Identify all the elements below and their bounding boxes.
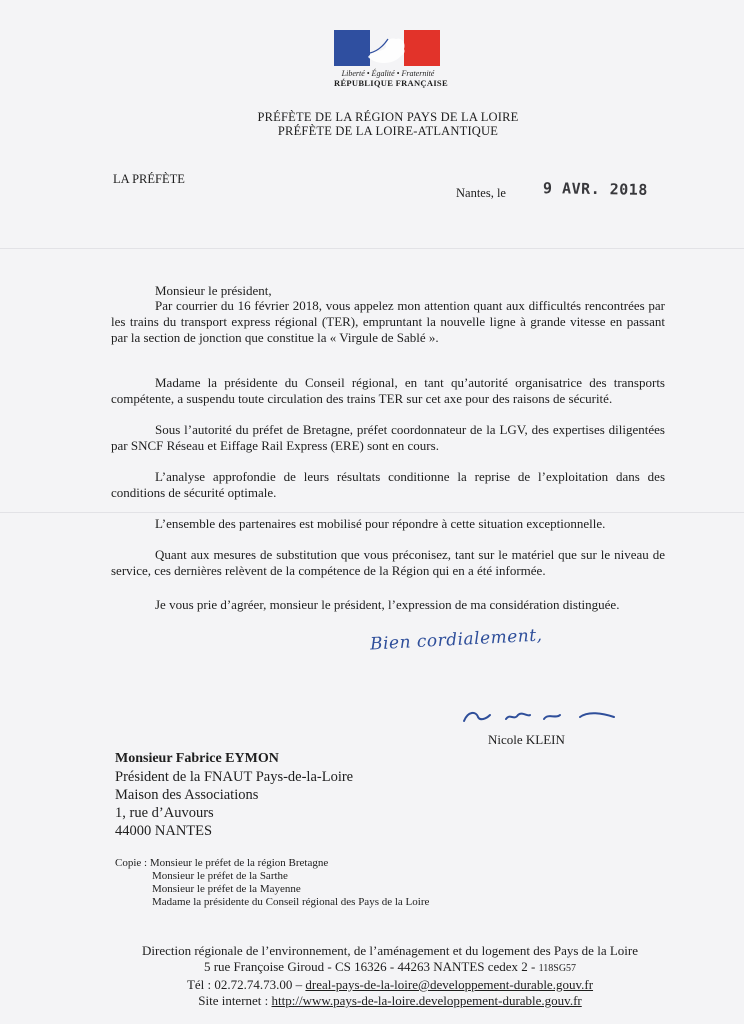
- marianne-logo: [334, 30, 448, 88]
- signatory-name: Nicole KLEIN: [488, 732, 565, 747]
- body-paragraph: Quant aux mesures de substitution que vous préconisez, tant sur le matériel que sur le niveau de service, ces dernières relèvent de la compétence de la Région qui en a été informée.: [111, 547, 665, 578]
- body-paragraph: L’ensemble des partenaires est mobilisé pour répondre à cette situation exceptionnelle.: [155, 516, 606, 531]
- copy-item: Monsieur le préfet de la Sarthe: [152, 870, 288, 882]
- sender-label: LA PRÉFÈTE: [113, 172, 185, 186]
- republic-label: RÉPUBLIQUE FRANÇAISE: [334, 78, 448, 88]
- footer-directorate: Direction régionale de l’environnement, de l’aménagement et du logement des Pays de la Loire: [142, 943, 638, 958]
- copy-item: Monsieur le préfet de la Mayenne: [152, 883, 301, 895]
- footer-contact: [90, 943, 690, 1009]
- recipient-city: 44000 NANTES: [115, 823, 213, 839]
- footer-reference: 118SG57: [538, 963, 577, 974]
- prefecture-header: [200, 110, 576, 138]
- body-paragraph: Madame la présidente du Conseil régional, en tant qu’autorité organisatrice des transports compétente, a suspendu toute circulation des trains TER sur cet axe pour des raisons de sécurité.: [111, 375, 665, 406]
- copy-item: Madame la présidente du Conseil régional des Pays de la Loire: [152, 896, 430, 908]
- body-paragraph: L’analyse approfondie de leurs résultats conditionne la reprise de l’exploitation dans des conditions de sécurité optimale.: [111, 469, 665, 500]
- footer-website-link[interactable]: http://www.pays-de-la-loire.developpement-durable.gouv.fr: [271, 993, 582, 1008]
- body-paragraph: Je vous prie d’agréer, monsieur le président, l’expression de ma considération distinguée.: [155, 597, 620, 612]
- republic-motto: Liberté • Égalité • Fraternité: [341, 69, 435, 78]
- copy-item: Copie : Monsieur le préfet de la région Bretagne: [115, 857, 329, 869]
- body-paragraph: Par courrier du 16 février 2018, vous appelez mon attention quant aux difficultés rencontrées par les trains du transport express régional (TER), empruntant la nouvelle ligne à grande vitesse en passant par la section de jonction que constitue la « Virgule de Sablé ».: [111, 298, 665, 345]
- salutation: Monsieur le président,: [155, 283, 272, 298]
- date-stamp: 9 AVR. 2018: [542, 179, 648, 199]
- footer-web: [90, 993, 690, 1009]
- handwritten-closing: Bien cordialement,: [369, 625, 543, 655]
- copies-list: [115, 857, 429, 909]
- body-paragraph: Sous l’autorité du préfet de Bretagne, préfet coordonnateur de la LGV, des expertises diligentées par SNCF Réseau et Eiffage Rail Express (ERE) sont en cours.: [111, 422, 665, 453]
- prefecture-line: PRÉFÈTE DE LA LOIRE-ATLANTIQUE: [277, 124, 499, 138]
- footer-email-link[interactable]: dreal-pays-de-la-loire@developpement-durable.gouv.fr: [305, 977, 594, 992]
- recipient-block: [115, 750, 353, 840]
- marianne-profile-icon: [360, 31, 414, 65]
- footer-address-text: 5 rue Françoise Giroud - CS 16326 - 44263 NANTES cedex 2 -: [203, 959, 539, 974]
- recipient-name: Monsieur Fabrice EYMON: [115, 751, 279, 766]
- footer-address: [90, 959, 690, 977]
- prefecture-line: PRÉFÈTE DE LA RÉGION PAYS DE LA LOIRE: [257, 110, 519, 124]
- place-label: Nantes, le: [456, 186, 506, 200]
- paper-fold-line: [0, 512, 744, 513]
- tricolor-flag: [334, 30, 440, 66]
- footer-phone: [90, 977, 690, 993]
- recipient-organization: Maison des Associations: [115, 787, 259, 803]
- recipient-street: 1, rue d’Auvours: [115, 805, 214, 821]
- recipient-title: Président de la FNAUT Pays-de-la-Loire: [115, 769, 354, 785]
- footer-web-label: Site internet :: [198, 993, 272, 1008]
- footer-phone-label: Tél : 02.72.74.73.00 –: [186, 977, 306, 992]
- signature-icon: [460, 703, 620, 731]
- paper-fold-line: [0, 248, 744, 249]
